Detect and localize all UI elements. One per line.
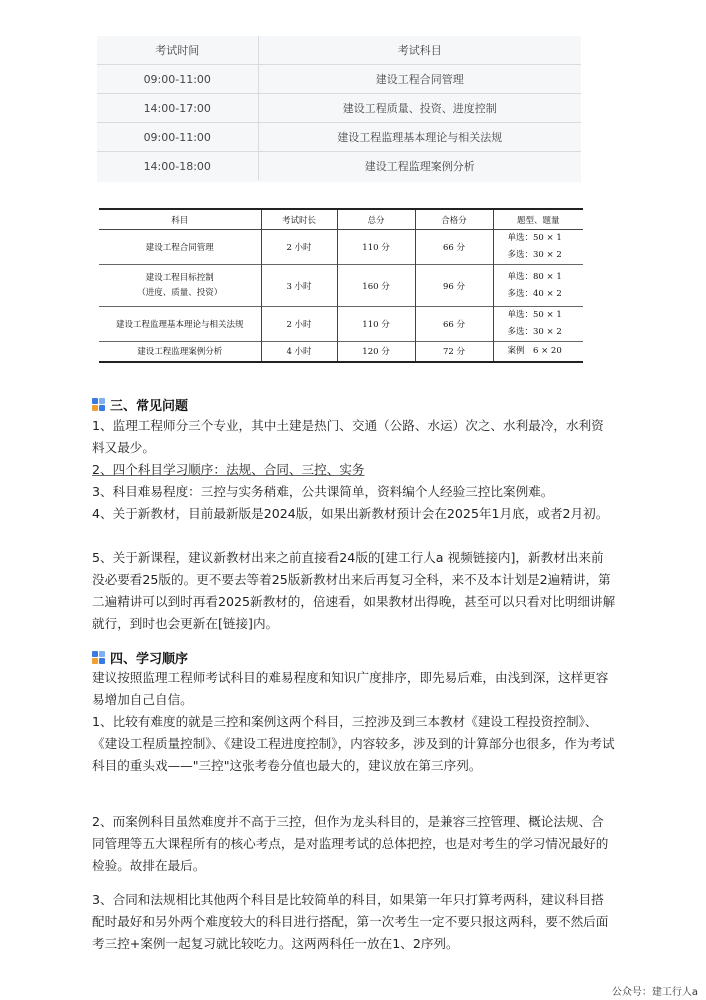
study-order-intro: 建议按照监理工程师考试科目的难易程度和知识广度排序，即先易后难，由浅到深，这样更容易增加自己自信。 <box>92 670 609 707</box>
question-type-line: 单选：80 × 1 <box>507 271 562 282</box>
subject-line: （进度、质量、投资） <box>137 287 223 298</box>
exam-subject-cell: 建设工程合同管理 <box>258 65 581 94</box>
table-row <box>97 94 581 123</box>
exam-time-cell: 14:00-18:00 <box>97 152 258 181</box>
section-heading-faq <box>92 395 188 414</box>
column-header: 考试时长 <box>261 209 337 230</box>
four-squares-icon <box>92 651 105 664</box>
exam-score-table <box>99 208 583 363</box>
faq-item <box>92 459 616 481</box>
faq-item: 1、监理工程师分三个专业，其中土建是热门、交通（公路、水运）次之、水利最冷，水利资料又最少。 <box>92 418 604 455</box>
faq-item: 5、关于新课程，建议新教材出来之前直接看24版的[建工行人a 视频链接内]，新教材出来前没必要看25版的。更不要去等着25版新教材出来后再复习全科，来不及本计划是2遍精讲，第二遍精讲可以到时再看2025新教材的，倍速看，如果教材出得晚，甚至可以只看对比明细讲解就行，到时也会更新在[链接]内。 <box>92 550 616 631</box>
total-score-cell: 110 分 <box>337 230 415 265</box>
study-order-paragraph: 3、合同和法规相比其他两个科目是比较简单的科目，如果第一年只打算考两科，建议科目搭配时最好和另外两个难度较大的科目进行搭配，第一次考生一定不要只报这两科，要不然后面考三控+案例一起复习就比较吃力。这两两科任一放在1、2序列。 <box>92 892 609 951</box>
study-order-paragraph: 2、而案例科目虽然难度并不高于三控，但作为龙头科目的，是兼容三控管理、概论法规、合同管理等五大课程所有的核心考点，是对监理考试的总体把控，也是对考生的学习情况最好的检验。故排在最后。 <box>92 814 609 873</box>
table-header-row <box>97 36 581 65</box>
exam-subject-cell: 建设工程监理案例分析 <box>364 160 475 173</box>
table-row <box>99 307 583 342</box>
exam-subject-cell: 建设工程监理基本理论与相关法规 <box>258 123 581 152</box>
pass-score-cell: 96 分 <box>415 265 493 307</box>
exam-schedule-table <box>97 36 581 180</box>
duration-cell: 2 小时 <box>261 307 337 342</box>
subject-line: 建设工程目标控制 <box>145 272 214 283</box>
table-header-row <box>99 209 583 230</box>
subject-line: 建设工程合同管理 <box>145 243 214 253</box>
duration-cell: 4 小时 <box>261 342 337 362</box>
question-types-cell <box>493 307 583 342</box>
subject-cell <box>99 307 261 342</box>
question-type-line: 多选：30 × 2 <box>507 250 562 260</box>
column-header: 总分 <box>337 209 415 230</box>
column-header: 题型、题量 <box>516 215 560 226</box>
pass-score-cell: 66 分 <box>415 307 493 342</box>
subject-cell <box>99 265 261 307</box>
faq-item: 4、关于新教材，目前最新版是2024版，如果出新教材预计会在2025年1月底，或者2月初。 <box>92 506 609 521</box>
faq-item: 3、科目难易程度：三控与实务稍难，公共课简单，资料编个人经验三控比案例难。 <box>92 484 554 499</box>
section-title: 四、学习顺序 <box>110 652 189 667</box>
subject-line: 建设工程监理基本理论与相关法规 <box>115 320 244 330</box>
duration-cell: 3 小时 <box>261 265 337 307</box>
total-score-cell: 110 分 <box>337 307 415 342</box>
section-heading-study-order <box>92 648 188 667</box>
column-header: 考试科目 <box>258 36 581 65</box>
question-type-line: 案例 6 × 20 <box>507 345 562 356</box>
column-header: 科目 <box>99 209 261 230</box>
subject-cell <box>99 230 261 265</box>
question-types-cell <box>493 265 583 307</box>
study-order-paragraph: 1、比较有难度的就是三控和案例这两个科目，三控涉及到三本教材《建设工程投资控制》、《建设工程质量控制》、《建设工程进度控制》，内容较多，涉及到的计算部分也很多，作为考试科目的重头戏——"三控"这张考卷分值也最大的，建议放在第三序列。 <box>92 714 615 773</box>
pass-score-cell: 66 分 <box>415 230 493 265</box>
table-row <box>99 342 583 362</box>
exam-subject-cell: 建设工程质量、投资、进度控制 <box>258 94 581 123</box>
section-title: 三、常见问题 <box>110 399 189 414</box>
question-types-cell <box>493 230 583 265</box>
subject-line: 建设工程监理案例分析 <box>137 347 223 358</box>
duration-cell: 2 小时 <box>261 230 337 265</box>
question-type-line: 多选：30 × 2 <box>507 327 562 337</box>
subject-cell <box>99 342 261 362</box>
total-score-cell: 160 分 <box>337 265 415 307</box>
table-row <box>99 265 583 307</box>
pass-score-cell: 72 分 <box>415 342 493 362</box>
exam-time-cell: 09:00-11:00 <box>97 123 258 152</box>
footer-watermark: 公众号：建工行人a <box>611 987 698 998</box>
table-row <box>99 230 583 265</box>
table-row <box>97 65 581 94</box>
faq-item-text: 2、四个科目学习顺序：法规、合同、三控、实务 <box>92 462 365 477</box>
table-row <box>97 152 581 181</box>
question-type-line: 多选：40 × 2 <box>507 288 562 299</box>
exam-schedule-table-wrapper <box>97 36 581 182</box>
exam-time-cell: 09:00-11:00 <box>97 65 258 94</box>
question-types-cell <box>493 342 583 362</box>
total-score-cell: 120 分 <box>337 342 415 362</box>
column-header: 考试时间 <box>97 36 258 65</box>
four-squares-icon <box>92 398 105 411</box>
exam-time-cell: 14:00-17:00 <box>97 94 258 123</box>
question-type-line: 单选：50 × 1 <box>507 310 562 320</box>
table-row <box>97 123 581 152</box>
question-type-line: 单选：50 × 1 <box>507 233 562 243</box>
column-header: 合格分 <box>415 209 493 230</box>
